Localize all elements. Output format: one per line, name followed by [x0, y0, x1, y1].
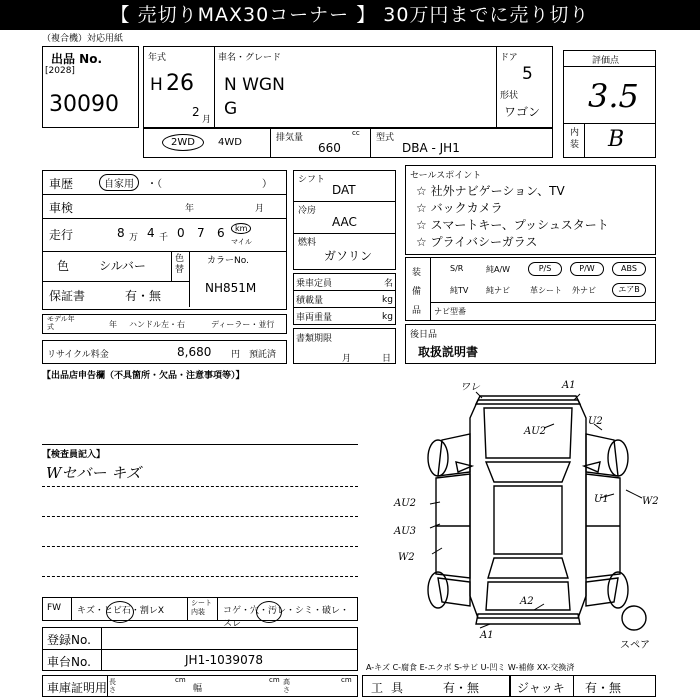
sales-point-3: ☆ スマートキー、プッシュスタート [416, 218, 609, 232]
mark-a1-rear: A1 [480, 630, 494, 640]
length-cm: cm [175, 676, 186, 684]
month: 2 [192, 105, 200, 119]
weight-unit: kg [382, 312, 393, 322]
shape-label: 形状 [500, 91, 519, 101]
drive-box [143, 128, 553, 158]
mileage-sen: 4 [147, 226, 155, 240]
height-cm: cm [341, 676, 352, 684]
recycle-note: 預託済 [249, 350, 277, 360]
cc-unit: cc [352, 129, 360, 137]
mark-circle-stain [256, 601, 282, 623]
shape: ワゴン [504, 105, 541, 119]
chassis-number: JH1-1039078 [185, 653, 263, 667]
mechanical-box [293, 170, 396, 270]
mark-u2-fender: U2 [588, 416, 603, 427]
car-name: N WGN [224, 75, 285, 95]
car-box [143, 46, 553, 128]
warranty-label: 保証書 [49, 289, 86, 303]
equip-ps: P/S [528, 262, 562, 276]
fuel-label: 燃料 [298, 238, 317, 248]
mile-unit: マイル [231, 238, 252, 246]
sales-points-label: セールスポイント [410, 171, 482, 181]
shaken-month: 月 [255, 204, 265, 214]
model-year-label: モデル年式 [47, 315, 75, 331]
seat-label: シート内装 [191, 599, 212, 616]
equip-pw: P/W [570, 262, 604, 276]
mark-w2-right: W2 [642, 496, 659, 507]
mark-circle-chip [106, 601, 134, 623]
dealer-label: ディーラー・並行 [211, 320, 275, 329]
month-suffix: 月 [202, 115, 212, 125]
score-label: 評価点 [592, 56, 620, 66]
year-label: 年式 [148, 53, 167, 63]
chassis-label: 車台No. [47, 655, 91, 669]
inspection-month: 月 [342, 354, 352, 364]
details-box [42, 170, 287, 310]
inspection-box [293, 328, 396, 364]
car-damage-diagram [380, 378, 670, 640]
seat-items: コゲ・穴・汚レ・シミ・破レ・スレ [223, 606, 350, 629]
score-box [563, 50, 656, 158]
color-value: シルバー [99, 259, 146, 273]
equip-tv: 純TV [450, 286, 469, 295]
drive-4wd: 4WD [218, 137, 242, 148]
tools-value: 有・無 [443, 681, 480, 695]
handle-value: 左・右 [161, 320, 185, 329]
shaken-year: 年 [185, 204, 195, 214]
displacement-label: 排気量 [276, 133, 304, 143]
lot-number: 30090 [49, 92, 119, 117]
load-unit: kg [382, 295, 393, 305]
mark-u1-door: U1 [594, 494, 609, 505]
load-label: 積載量 [296, 296, 324, 306]
capacity-unit: 名 [384, 279, 394, 289]
recycle-amount: 8,680 [177, 345, 212, 359]
accessories-box [405, 324, 656, 364]
mileage-digit-1: 0 [177, 226, 185, 240]
equip-ext-navi: 外ナビ [572, 286, 596, 295]
damage-legend: A-キズ C-腐食 E-エクボ S-サビ U-凹ミ W-補修 XX-交換済 [366, 663, 575, 672]
model: DBA - JH1 [402, 141, 460, 155]
fw-label: FW [47, 603, 62, 613]
cert-label: 車庫証明用 [47, 681, 108, 695]
warranty-value: 有・無 [125, 289, 162, 303]
model-year-row [42, 314, 287, 334]
accessories-label: 後日品 [410, 330, 438, 340]
shift-label: シフト [298, 175, 326, 185]
mark-crack: ワレ [460, 382, 480, 393]
mileage-man: 8 [117, 226, 125, 240]
era: H [150, 75, 163, 95]
sales-points-box [405, 165, 656, 255]
drive-2wd: 2WD [162, 134, 204, 151]
shift-value: DAT [332, 183, 356, 197]
km-unit: km [231, 223, 251, 234]
equip-alloy: 純A/W [486, 265, 511, 274]
tools-box [362, 675, 510, 697]
recycle-row [42, 340, 287, 364]
capacity-label: 乗車定員 [296, 279, 333, 289]
navi-model-label: ナビ型番 [434, 307, 466, 316]
color-label: 色 [57, 259, 70, 273]
fuel-value: ガソリン [324, 249, 373, 263]
height-label: 高さ [283, 678, 290, 694]
sales-point-2: ☆ バックカメラ [416, 201, 503, 215]
reg-label: 登録No. [47, 633, 91, 647]
lot-stamp: [2028] [45, 66, 75, 76]
score: 3.5 [588, 77, 639, 115]
recycle-label: リサイクル料金 [47, 350, 109, 360]
jack-box [510, 675, 656, 697]
mark-w2-left: W2 [398, 552, 415, 563]
lot-box [42, 46, 139, 128]
width-cm: cm [269, 676, 280, 684]
registration-box [42, 627, 358, 671]
inspection-label: 書類期限 [296, 334, 333, 344]
ac-label: 冷房 [298, 206, 317, 216]
mileage-label: 走行 [49, 228, 74, 242]
doors: 5 [522, 64, 533, 84]
width-label: 幅 [193, 684, 203, 694]
tools-label: 工具 [371, 681, 412, 695]
grade: G [224, 99, 238, 119]
equip-leather: 革シート [530, 286, 562, 295]
sales-point-1: ☆ 社外ナビゲーション、TV [416, 184, 565, 198]
sales-point-4: ☆ プライバシーガラス [416, 235, 538, 249]
model-label: 型式 [376, 133, 395, 143]
banner-title: 【 売切りMAX30コーナー 】 30万円までに売り切り [0, 0, 700, 30]
jack-label: ジャッキ [517, 681, 565, 695]
mileage-digit-2: 7 [197, 226, 205, 240]
car-label: 車名・グレード [218, 53, 282, 63]
length-label: 長さ [109, 678, 116, 694]
inspection-day: 日 [382, 354, 392, 364]
inspector-notes-label: 【検査員記入】 [42, 450, 106, 460]
weight-label: 車両重量 [296, 313, 333, 323]
form-note: （複合機）対応用紙 [42, 34, 124, 44]
fw-items: キズ・ヒビ石・割レX [77, 606, 164, 616]
color-no: NH851M [205, 281, 257, 295]
mark-a1-front: A1 [562, 380, 576, 391]
interior-label: 内装 [570, 128, 580, 150]
color-change-label: 色替 [175, 254, 185, 275]
lot-label: 出品 No. [51, 52, 103, 66]
inspector-note: Wセバー キズ [46, 464, 141, 482]
equipment-label: 装備品 [412, 268, 422, 316]
model-year-unit: 年 [109, 320, 117, 329]
seller-notes-label: 【出品店申告欄（不具箇所・欠品・注意事項等）】 [42, 371, 245, 381]
sen-unit: 千 [159, 233, 169, 243]
equip-abs: ABS [612, 262, 646, 276]
handle-label: ハンドル [129, 320, 161, 329]
recycle-unit: 円 [231, 350, 241, 360]
displacement: 660 [318, 141, 341, 155]
interior-condition-row [42, 597, 358, 629]
accessories-value: 取扱説明書 [418, 345, 479, 359]
capacity-box [293, 273, 396, 325]
mileage-digit-3: 6 [217, 226, 225, 240]
equip-airbag: エアB [612, 283, 646, 297]
shaken-label: 車検 [49, 201, 74, 215]
color-no-label: カラーNo. [207, 256, 249, 266]
spare-label: スペア [620, 640, 650, 651]
ac-value: AAC [332, 215, 357, 229]
history-value: 自家用 [99, 174, 139, 191]
mark-au3-left: AU3 [394, 526, 417, 537]
equip-navi: 純ナビ [486, 286, 510, 295]
history-rest: ・（ ） [147, 179, 272, 190]
mark-au2-hood: AU2 [524, 426, 547, 437]
model-year: 26 [166, 71, 194, 96]
door-label: ドア [500, 53, 518, 63]
equipment-box [405, 257, 656, 321]
garage-cert-row [42, 675, 358, 697]
mark-a2-rear: A2 [520, 596, 534, 607]
mark-au2-left: AU2 [394, 498, 417, 509]
interior-grade: B [608, 127, 625, 152]
jack-value: 有・無 [585, 681, 622, 695]
history-label: 車歴 [49, 177, 74, 191]
man-unit: 万 [129, 233, 139, 243]
equip-sr: S/R [450, 264, 464, 273]
